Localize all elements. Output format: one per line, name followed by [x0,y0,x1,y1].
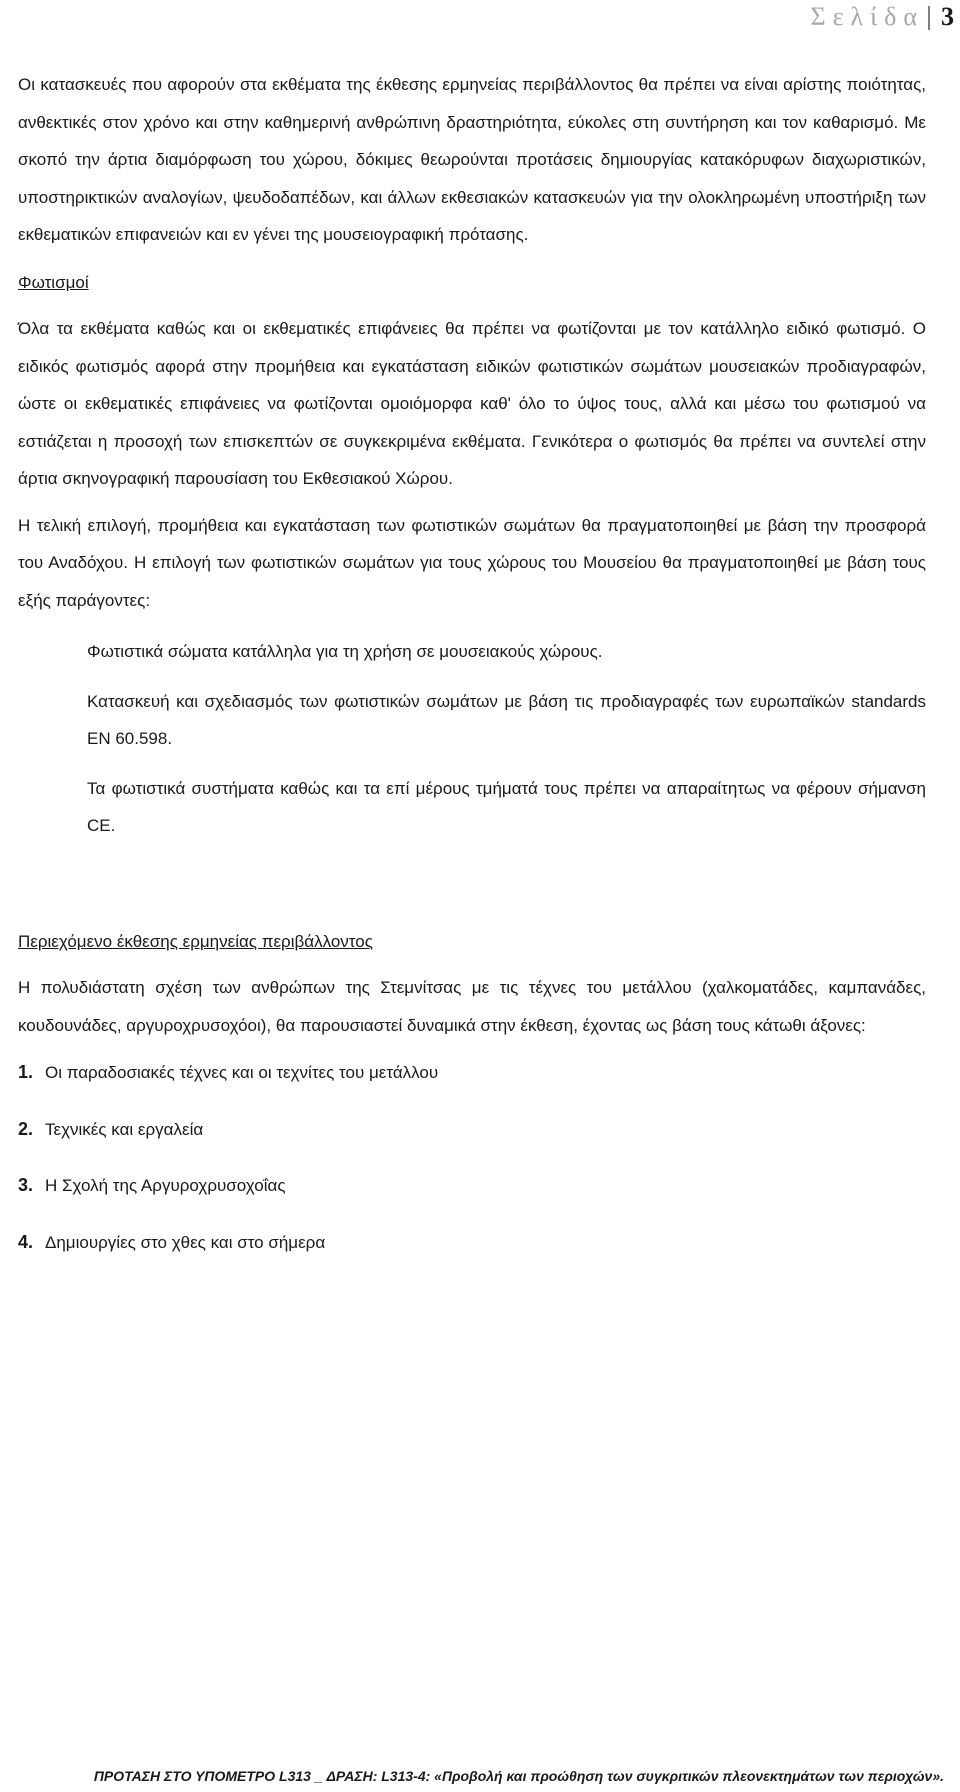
axis-label: Η Σχολή της Αργυροχρυσοχοΐας [45,1176,286,1195]
paragraph-constructions: Οι κατασκευές που αφορούν στα εκθέματα της έκθεσης ερμηνείας περιβάλλοντος θα πρέπει να είναι αρίστης ποιότητας, ανθεκτικές στον χρόνο και στην καθημερινή ανθρώπινη δραστηριότητα, εύκολες στη συντήρηση και τον καθαρισμό. Με σκοπό την άρτια διαμόρφωση του χώρου, δόκιμες θεωρούνται προτάσεις δημιουργίας κατακόρυφων διαχωριστικών, υποστηρικτικών αναλογίων, ψευδοδαπέδων, και άλλων εκθεσιακών κατασκευών για την ολοκληρωμένη υποστήριξη των εκθεματικών επιφανειών και εν γένει της μουσειογραφική πρότασης. [18,75,926,244]
factor-item: Κατασκευή και σχεδιασμός των φωτιστικών σωμάτων με βάση τις προδιαγραφές των ευρωπαϊκών standards EN 60.598. [87,691,926,748]
page-label: Σελίδα [810,2,924,31]
axis-number: 2. [18,1118,34,1139]
axis-label: Δημιουργίες στο χθες και στο σήμερα [45,1232,326,1252]
axis-number: 3. [18,1175,34,1195]
axis-item [18,1054,926,1092]
axis-label: Τεχνικές και εργαλεία [45,1119,204,1139]
axis-number: 4. [18,1231,34,1252]
page-number: 3 [941,2,954,31]
heading-lighting: Φωτισμοί [18,272,89,292]
axis-item [18,1224,926,1262]
paragraph-content: Η πολυδιάστατη σχέση των ανθρώπων της Στεμνίτσας με τις τέχνες του μετάλλου (χαλκοματάδες, καμπανάδες, κουδουνάδες, αργυροχρυσοχόοι), θα παρουσιαστεί δυναμικά στην έκθεση, έχοντας ως βάση τους κάτωθι άξονες: [18,978,926,1035]
axis-item [18,1167,926,1205]
factor-item: Φωτιστικά σώματα κατάλληλα για τη χρήση σε μουσειακούς χώρους. [87,642,603,661]
factors-list [18,633,926,845]
page-header [0,0,960,34]
axis-label: Οι παραδοσιακές τέχνες και οι τεχνίτες του μετάλλου [45,1063,439,1082]
paragraph-selection: Η τελική επιλογή, προμήθεια και εγκατάσταση των φωτιστικών σωμάτων θα πραγματοποιηθεί με βάση την προσφορά του Αναδόχου. Η επιλογή των φωτιστικών σωμάτων για τους χώρους του Μουσείου θα πραγματοποιηθεί με βάση τους εξής παράγοντες: [18,515,926,610]
document-body [18,66,926,1280]
heading-content: Περιεχόμενο έκθεσης ερμηνείας περιβάλλοντος [18,931,373,951]
axis-number: 1. [18,1062,34,1082]
axes-list [18,1054,926,1261]
axis-item [18,1111,926,1149]
paragraph-lighting: Όλα τα εκθέματα καθώς και οι εκθεματικές επιφάνειες θα πρέπει να φωτίζονται με τον κατάλληλο ειδικό φωτισμό. Ο ειδικός φωτισμός αφορά στην προμήθεια και εγκατάσταση ειδικών φωτιστικών σωμάτων μουσειακών προδιαγραφών, ώστε οι εκθεματικές επιφάνειες να φωτίζονται ομοιόμορφα καθ' όλο το ύψος τους, αλλά και μέσω του φωτισμού να εστιάζεται η προσοχή των επισκεπτών σε συγκεκριμένα εκθέματα. Γενικότερα ο φωτισμός θα πρέπει να συντελεί στην άρτια σκηνογραφική παρουσίαση του Εκθεσιακού Χώρου. [18,319,926,488]
header-separator [928,6,930,30]
page-footer: ΠΡΟΤΑΣΗ ΣΤΟ ΥΠΟΜΕΤΡΟ L313 _ ΔΡΑΣΗ: L313-4: «Προβολή και προώθηση των συγκριτικών πλεονεκτημάτων των περιοχών». [93,1768,944,1784]
factor-item: Τα φωτιστικά συστήματα καθώς και τα επί μέρους τμήματά τους πρέπει να απαραίτητως να φέρουν σήμανση CE. [87,778,926,835]
